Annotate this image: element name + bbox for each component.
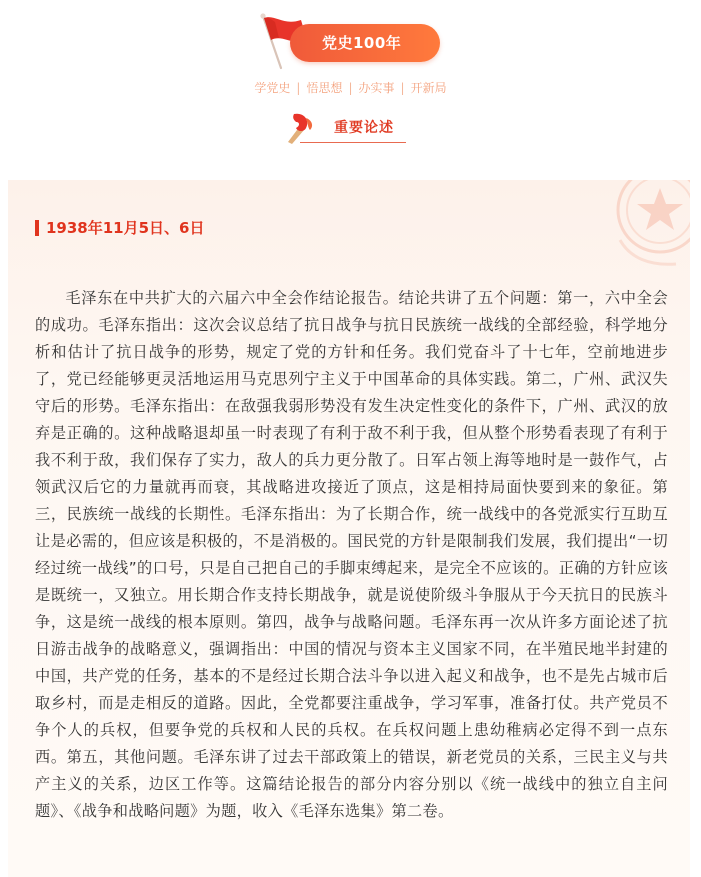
slogan-item: 开新局	[410, 81, 447, 95]
badge-label: 党史100年	[322, 34, 402, 52]
slogan-divider: |	[296, 81, 301, 95]
slogan-item: 悟思想	[306, 81, 343, 95]
article-card	[8, 180, 690, 877]
slogan	[0, 78, 701, 98]
section-title: 重要论述	[334, 120, 394, 136]
slogan-divider: |	[348, 81, 353, 95]
article-body: 毛泽东在中共扩大的六届六中全会作结论报告。结论共讲了五个问题：第一，六中全会的成功。毛泽东指出：这次会议总结了抗日战争与抗日民族统一战线的全部经验，科学地分析和估计了抗日战争的形势，规定了党的方针和任务。我们党奋斗了十七年，空前地进步了，党已经能够更灵活地运用马克思列宁主义于中国革命的具体实践。第二，广州、武汉失守后的形势。毛泽东指出：在敌强我弱形势没有发生决定性变化的条件下，广州、武汉的放弃是正确的。这种战略退却虽一时表现了有利于敌不利于我，但从整个形势看表现了有利于我不利于敌，我们保存了实力，敌人的兵力更分散了。日军占领上海等地时是一鼓作气，占领武汉后它的力量就再而衰，其战略进攻接近了顶点，这是相持局面快要到来的象征。第三，民族统一战线的长期性。毛泽东指出：为了长期合作，统一战线中的各党派实行互助互让是必需的，但应该是积极的，不是消极的。国民党的方针是限制我们发展，我们提出“一切经过统一战线”的口号，只是自己把自己的手脚束缚起来，是完全不应该的。正确的方针应该是既统一，又独立。用长期合作支持长期战争，就是说使阶级斗争服从于今天抗日的民族斗争，这是统一战线的根本原则。第四，战争与战略问题。毛泽东再一次从许多方面论述了抗日游击战争的战略意义，强调指出：中国的情况与资本主义国家不同，在半殖民地半封建的中国，共产党的任务，基本的不是经过长期合法斗争以进入起义和战争，也不是先占城市后取乡村，而是走相反的道路。因此，全党都要注重战争，学习军事，准备打仗。共产党员不争个人的兵权，但要争党的兵权和人民的兵权。在兵权问题上患幼稚病必定得不到一点东西。第五，其他问题。毛泽东讲了过去干部政策上的错误，新老党员的关系，三民主义与共产主义的关系，边区工作等。这篇结论报告的部分内容分别以《统一战线中的独立自主问题》、《战争和战略问题》为题，收入《毛泽东选集》第二卷。	[35, 289, 668, 820]
section-underline	[300, 142, 406, 143]
page-header	[0, 0, 701, 160]
article-date: 1938年11月5日、6日	[46, 219, 205, 237]
slogan-item: 学党史	[254, 81, 291, 95]
date-marker	[35, 220, 39, 236]
slogan-divider: |	[400, 81, 405, 95]
party-emblem-icon	[580, 180, 690, 290]
slogan-item: 办实事	[358, 81, 395, 95]
